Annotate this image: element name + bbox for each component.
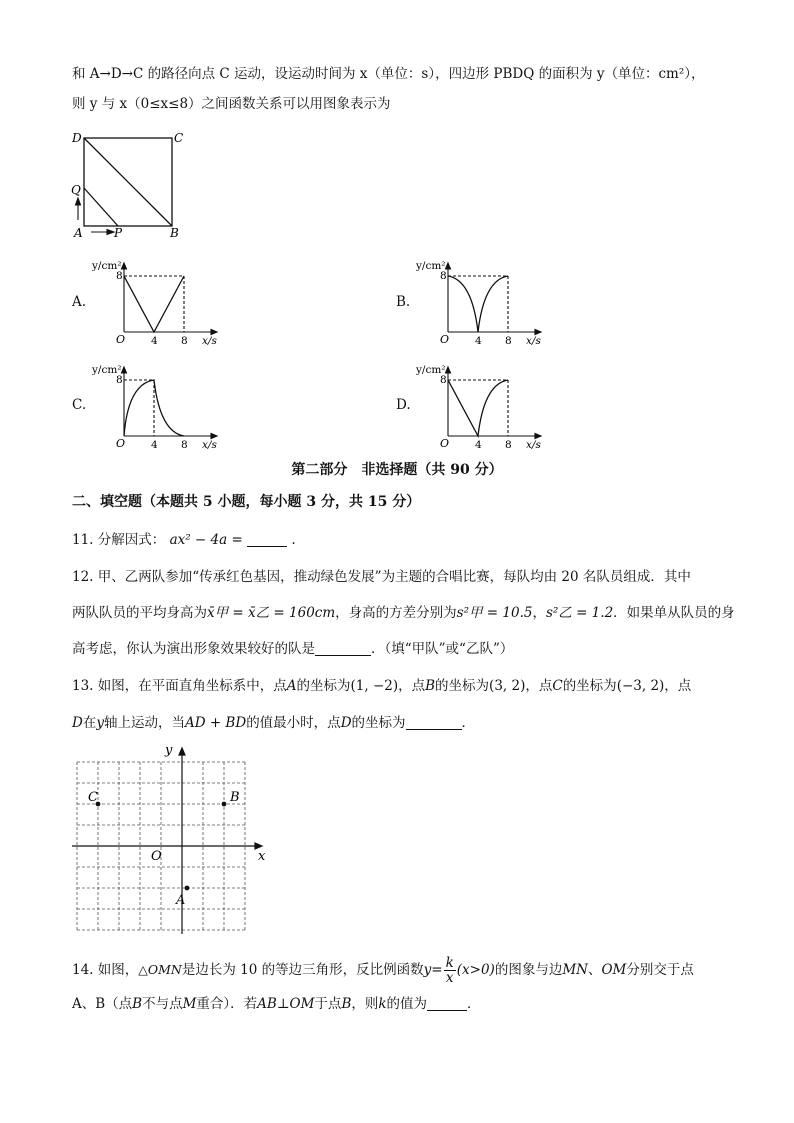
origin: O (116, 437, 126, 450)
q13-t12: ． (461, 715, 476, 731)
q14-line-1 (72, 956, 694, 985)
axis-label-y: y (165, 743, 173, 758)
q14-t9: 于点 (314, 996, 342, 1012)
q14-t12: ． (467, 996, 481, 1012)
xlabel: x/s (526, 335, 541, 347)
q14-line-2 (72, 994, 481, 1014)
option-b-letter: B. (396, 294, 411, 310)
coordinate-grid-figure (66, 740, 276, 936)
grid-lines (77, 762, 245, 932)
q13-t8: 在 (82, 715, 97, 731)
q13-t9: 轴上运动，当 (103, 715, 185, 731)
q13-point-b: B (425, 678, 436, 694)
q13-line-2 (72, 713, 475, 733)
label-a: A (74, 226, 83, 240)
label-b: B (170, 226, 179, 240)
intro-line-2: 则 y 与 x（0≤x≤8）之间函数关系可以用图象表示为 (72, 96, 391, 112)
q14-t6: A、B（点 (72, 996, 133, 1012)
graph-curve (448, 380, 508, 436)
q13-t5: ，点 (525, 678, 553, 694)
xtick-8: 8 (505, 335, 512, 347)
origin-label: O (151, 849, 162, 864)
q12-line-3 (72, 639, 513, 659)
ylabel: y/cm² (92, 364, 122, 376)
q14-t10: ，则 (351, 996, 379, 1012)
q13-coord-c: (−3, 2) (616, 678, 665, 694)
q13-point-a: A (286, 678, 297, 694)
option-a-letter: A. (72, 294, 87, 310)
q12-sep: ， (532, 605, 546, 621)
q13-t3: ，点 (398, 678, 426, 694)
q14-frac-num: k (445, 955, 454, 971)
q14-b2: B (341, 996, 352, 1012)
label-p: P (114, 226, 123, 240)
option-b-graph (410, 256, 550, 348)
xtick-8: 8 (181, 335, 188, 347)
q14-triangle: △OMN (138, 962, 182, 977)
q14-t3: 的图象与边 (494, 962, 563, 978)
option-d-graph (410, 360, 550, 452)
q14-t1: 14. 如图， (72, 962, 139, 978)
q14-t7: 不与点 (142, 996, 183, 1012)
xlabel: x/s (202, 335, 217, 347)
label-d: D (72, 131, 82, 145)
q12-text-c: ．如果单从队员的身 (613, 605, 735, 621)
q11-suffix: . (291, 532, 296, 548)
origin: O (440, 333, 450, 346)
q14-func-cond: (x>0) (456, 962, 495, 978)
q11-expr: ax² − 4a = (169, 532, 243, 548)
xtick-8: 8 (505, 439, 512, 451)
q14-fraction (444, 956, 456, 985)
q12-variance-jia: s²甲 = 10.5 (456, 605, 533, 621)
diagonal-db (84, 138, 172, 226)
q14-func-y: y= (423, 962, 443, 978)
q13-line-1 (72, 676, 691, 696)
q14-answer-blank[interactable] (427, 996, 467, 1011)
q13-coord-a: (1, −2) (350, 678, 399, 694)
ylabel: y/cm² (416, 364, 446, 376)
q12-line-1: 12. 甲、乙两队参加“传承红色基因，推动绿色发展”为主题的合唱比赛，每队均由 20 名队员组成．其中 (72, 569, 691, 585)
q14-t4: 、 (587, 962, 602, 978)
ytick-8: 8 (116, 270, 123, 282)
q12-text-b: ，身高的方差分别为 (335, 605, 457, 621)
q12-line-2 (72, 603, 735, 623)
xtick-8: 8 (181, 439, 188, 451)
graph-curve (448, 276, 508, 332)
point-b (222, 802, 227, 807)
q13-expr: AD + BD (184, 715, 247, 731)
label-c: C (174, 131, 184, 145)
intro-line-1: 和 A→D→C 的路径向点 C 运动，设运动时间为 x（单位：s），四边形 PBDQ 的面积为 y（单位：cm²）， (72, 66, 705, 82)
q13-t4: 的坐标为 (435, 678, 490, 694)
q12-text-d: 高考虑，你认为演出形象效果较好的队是 (72, 641, 315, 657)
q14-b: B (132, 996, 143, 1012)
q13-point-c: C (552, 678, 563, 694)
ytick-8: 8 (116, 374, 123, 386)
q13-t11: 的坐标为 (351, 715, 406, 731)
q13-point-d: D (72, 715, 83, 731)
q12-mean-expr: x̄甲 = x̄乙 = 160cm (207, 605, 336, 621)
q13-y: y (96, 715, 104, 731)
y-axis-arrow-icon (179, 748, 185, 755)
option-c-graph (86, 360, 226, 452)
axis-label-x: x (258, 849, 266, 864)
q14-t5: 分别交于点 (626, 962, 694, 978)
ytick-8: 8 (440, 270, 447, 282)
ylabel: y/cm² (416, 260, 446, 272)
label-b: B (230, 790, 240, 805)
ylabel: y/cm² (92, 260, 122, 272)
option-d-letter: D. (396, 397, 411, 413)
q13-t7: ，点 (664, 678, 692, 694)
xlabel: x/s (526, 439, 541, 451)
xtick-4: 4 (151, 439, 158, 451)
q12-text-a: 两队队员的平均身高为 (72, 605, 207, 621)
q14-om: OM (601, 962, 627, 978)
label-q: Q (71, 183, 81, 197)
q13-t10: 的值最小时，点 (246, 715, 341, 731)
q14-k: k (378, 996, 387, 1012)
q11-answer-blank[interactable] (247, 532, 287, 547)
xtick-4: 4 (151, 335, 158, 347)
q13-t2: 的坐标为 (296, 678, 351, 694)
origin: O (116, 333, 126, 346)
ytick-8: 8 (440, 374, 447, 386)
square-figure (66, 128, 196, 240)
q11-prefix: 11. 分解因式： (72, 532, 166, 548)
segment-qp (84, 188, 118, 226)
part2-title: 第二部分 非选择题（共 90 分） (291, 462, 503, 478)
arrow-right-icon (107, 230, 114, 235)
q14-mn: MN (562, 962, 588, 978)
question-11 (72, 530, 296, 550)
q14-expr: AB⊥OM (257, 996, 315, 1012)
section2-title: 二、填空题（本题共 5 小题，每小题 3 分，共 15 分） (72, 494, 421, 510)
label-a: A (176, 893, 186, 908)
xtick-4: 4 (475, 335, 482, 347)
xlabel: x/s (202, 439, 217, 451)
q12-answer-blank[interactable] (315, 641, 371, 656)
q14-frac-den: x (445, 970, 454, 986)
q13-t1: 13. 如图，在平面直角坐标系中，点 (72, 678, 287, 694)
q14-t8: 重合）．若 (196, 996, 258, 1012)
arrow-up-icon (76, 198, 81, 205)
graph-curve (124, 276, 184, 332)
q13-coord-b: (3, 2) (489, 678, 526, 694)
option-a-graph (86, 256, 226, 348)
q14-t2: 是边长为 10 的等边三角形，反比例函数 (181, 962, 424, 978)
q12-variance-yi: s²乙 = 1.2 (545, 605, 614, 621)
point-a (185, 886, 190, 891)
q13-t6: 的坐标为 (562, 678, 617, 694)
q14-m: M (182, 996, 197, 1012)
xtick-4: 4 (475, 439, 482, 451)
q13-point-d-2: D (340, 715, 352, 731)
q14-t11: 的值为 (386, 996, 428, 1012)
q13-answer-blank[interactable] (406, 715, 462, 730)
origin: O (440, 437, 450, 450)
label-c: C (88, 790, 98, 805)
q12-text-e: ．（填“甲队”或“乙队”） (371, 641, 514, 657)
option-c-letter: C. (72, 397, 87, 413)
